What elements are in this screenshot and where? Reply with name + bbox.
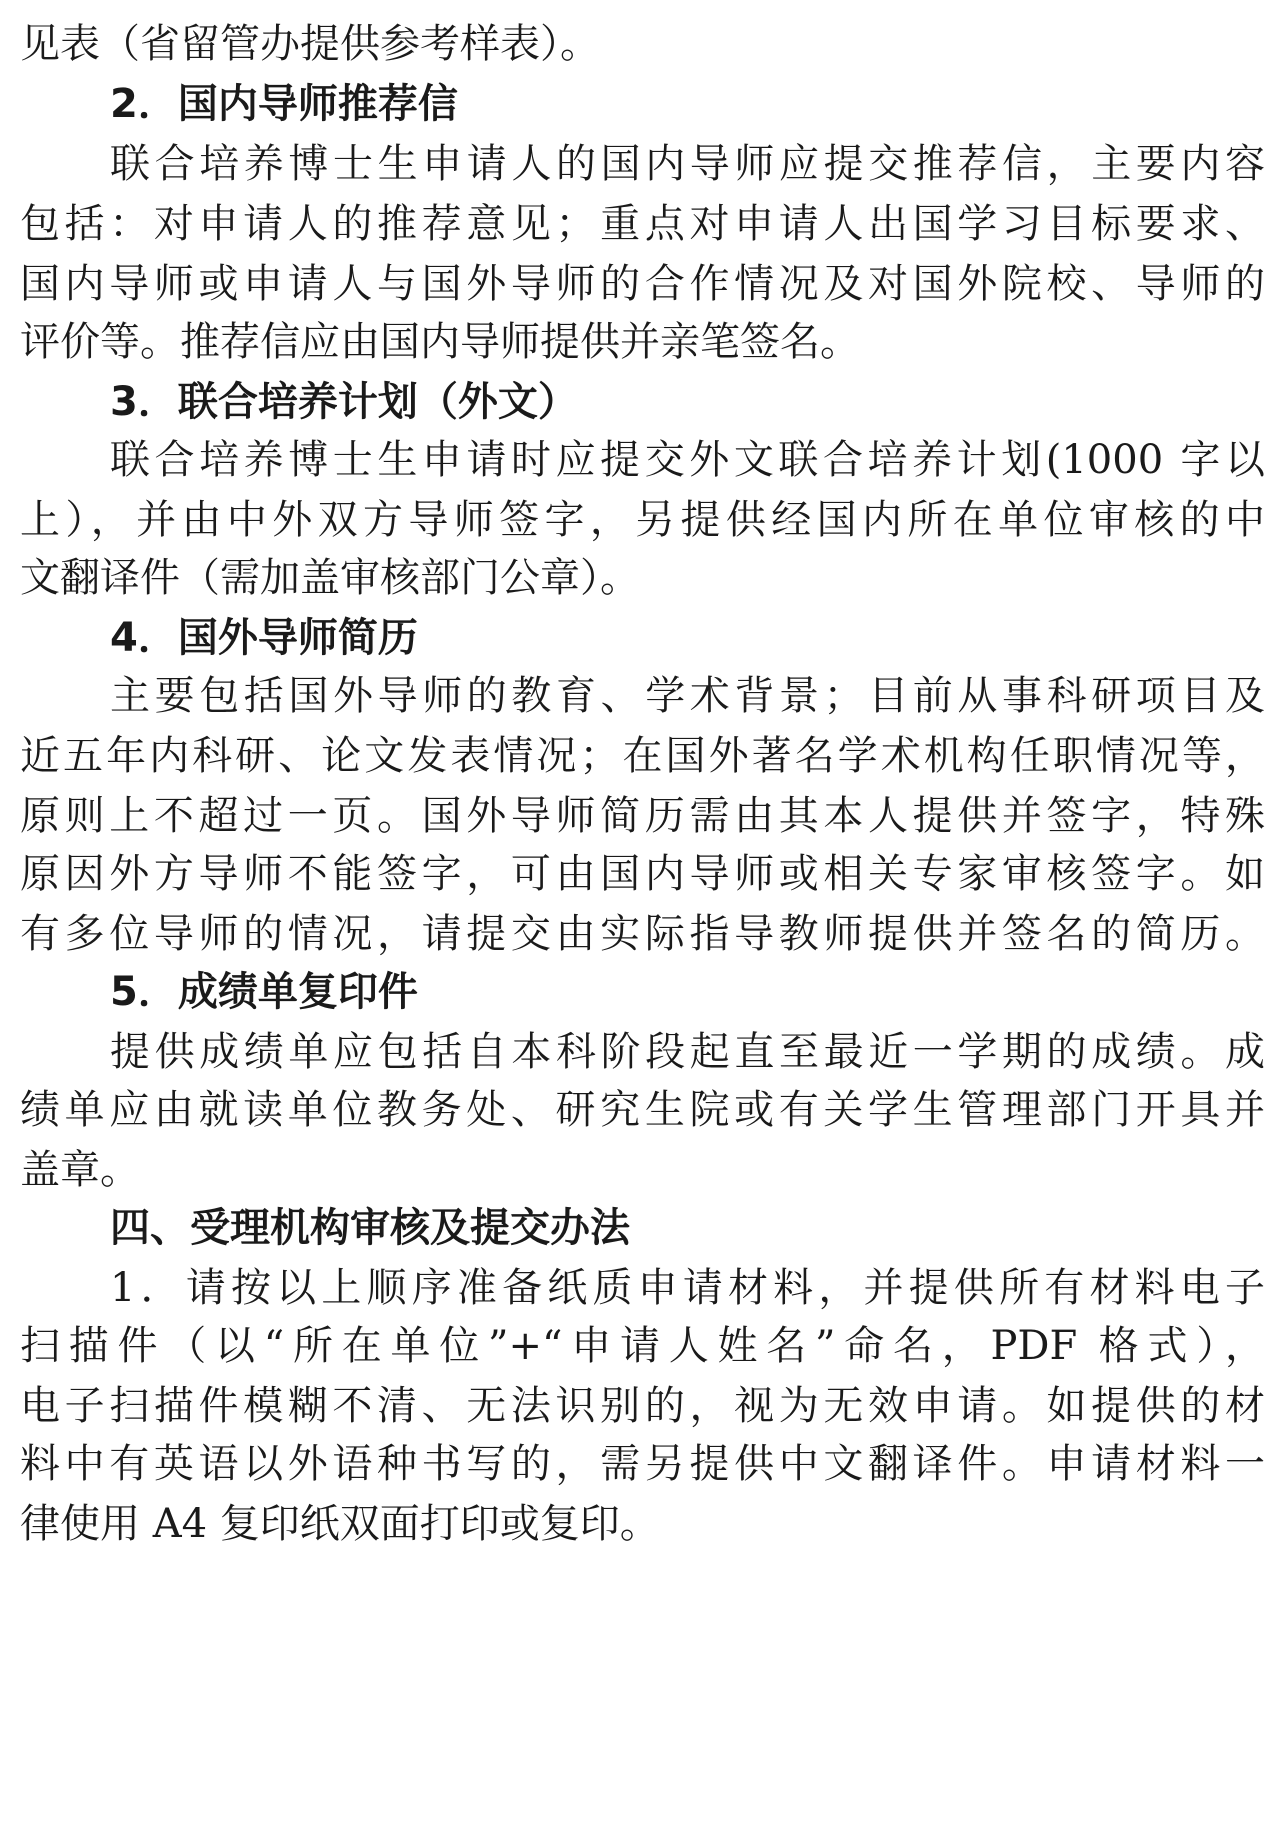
text-line: 料中有英语以外语种书写的，需另提供中文翻译件。申请材料一: [20, 1441, 1265, 1487]
text-line: 扫描件（以“所在单位”+“申请人姓名”命名，PDF 格式），: [20, 1323, 1265, 1369]
text-line: 国内导师或申请人与国外导师的合作情况及对国外院校、导师的: [20, 261, 1265, 307]
text-line: 绩单应由就读单位教务处、研究生院或有关学生管理部门开具并: [20, 1087, 1265, 1133]
text-line: 有多位导师的情况，请提交由实际指导教师提供并签名的简历。: [20, 911, 1265, 957]
text-line: 1．请按以上顺序准备纸质申请材料，并提供所有材料电子: [110, 1265, 1265, 1311]
text-line: 联合培养博士生申请时应提交外文联合培养计划(1000 字以: [110, 437, 1265, 483]
section-heading-review-submission: 四、受理机构审核及提交办法: [110, 1205, 630, 1251]
text-line: 提供成绩单应包括自本科阶段起直至最近一学期的成绩。成: [110, 1029, 1265, 1075]
text-line: 见表（省留管办提供参考样表）。: [20, 21, 600, 67]
text-line: 原因外方导师不能签字，可由国内导师或相关专家审核签字。如: [20, 851, 1265, 897]
text-line: 律使用 A4 复印纸双面打印或复印。: [20, 1501, 660, 1547]
section-heading-joint-training-plan: 3．联合培养计划（外文）: [110, 379, 578, 425]
text-line: 近五年内科研、论文发表情况；在国外著名学术机构任职情况等，: [20, 733, 1265, 779]
text-line: 文翻译件（需加盖审核部门公章）。: [20, 555, 640, 601]
text-line: 上），并由中外双方导师签字，另提供经国内所在单位审核的中: [20, 497, 1265, 543]
section-heading-domestic-recommendation: 2．国内导师推荐信: [110, 81, 458, 127]
text-line: 主要包括国外导师的教育、学术背景；目前从事科研项目及: [110, 673, 1265, 719]
text-line: 包括：对申请人的推荐意见；重点对申请人出国学习目标要求、: [20, 201, 1265, 247]
text-line: 联合培养博士生申请人的国内导师应提交推荐信，主要内容: [110, 141, 1265, 187]
section-heading-foreign-supervisor-cv: 4．国外导师简历: [110, 615, 418, 661]
section-heading-transcript: 5．成绩单复印件: [110, 969, 418, 1015]
text-line: 原则上不超过一页。国外导师简历需由其本人提供并签字，特殊: [20, 793, 1265, 839]
text-line: 电子扫描件模糊不清、无法识别的，视为无效申请。如提供的材: [20, 1383, 1265, 1429]
text-line: 盖章。: [20, 1147, 140, 1193]
text-line: 评价等。推荐信应由国内导师提供并亲笔签名。: [20, 319, 860, 365]
